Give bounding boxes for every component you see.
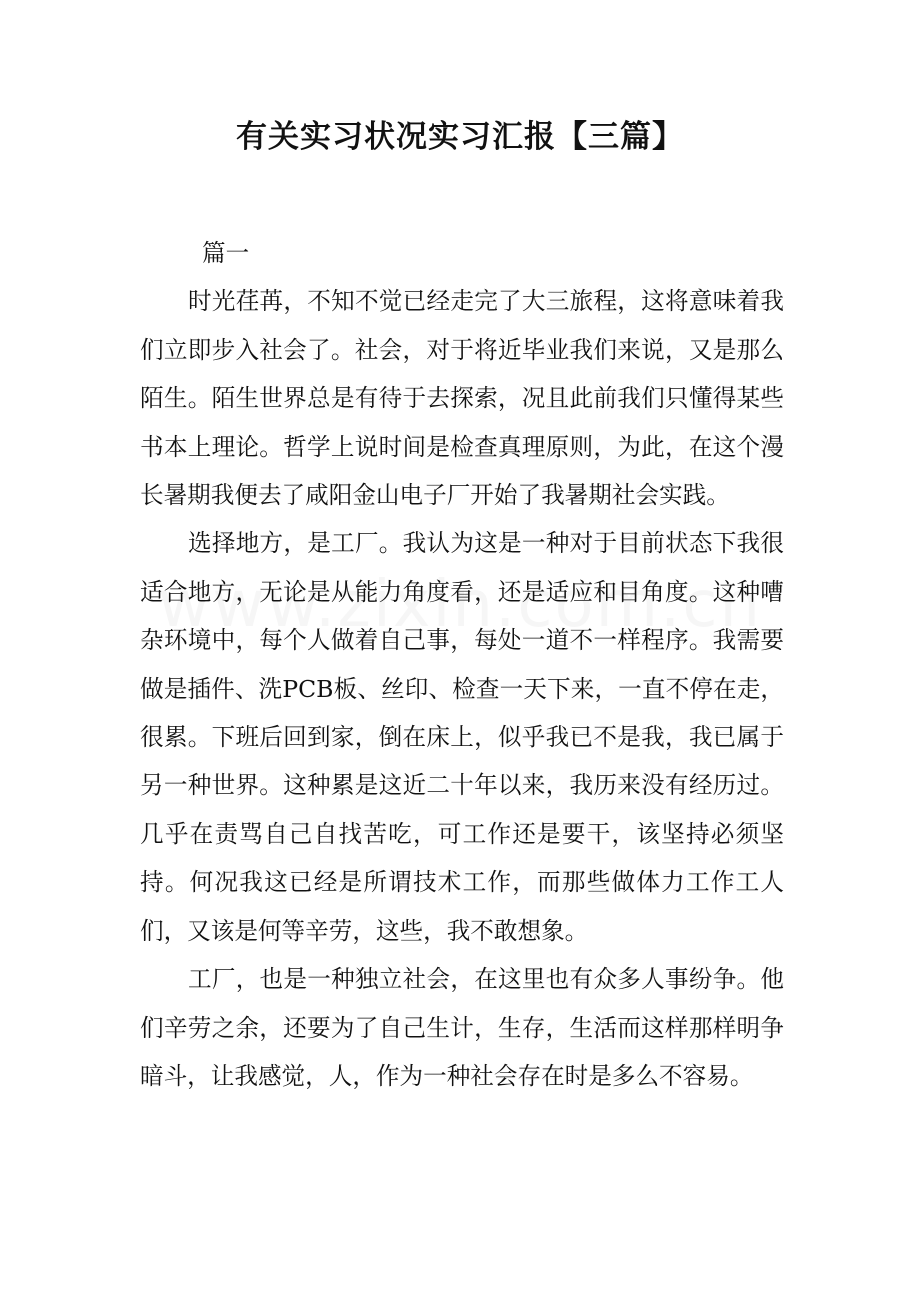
section-heading: 篇一	[202, 239, 250, 267]
paragraph-3: 工厂，也是一种独立社会，在这里也有众多人事纷争。他们辛劳之余，还要为了自己生计，生存，生活而这样那样明争暗斗，让我感觉，人，作为一种社会存在时是多么不容易。	[140, 965, 784, 1090]
document-body	[140, 229, 784, 1100]
document-title: 有关实习状况实习汇报【三篇】	[236, 119, 684, 155]
paragraph-1: 时光荏苒，不知不觉已经走完了大三旅程，这将意味着我们立即步入社会了。社会，对于将近毕业我们来说，又是那么陌生。陌生世界总是有待于去探索，况且此前我们只懂得某些书本上理论。哲学上说时间是检查真理原则，为此，在这个漫长暑期我便去了咸阳金山电子厂开始了我暑期社会实践。	[140, 287, 784, 510]
paragraph-2: 选择地方，是工厂。我认为这是一种对于目前状态下我很适合地方，无论是从能力角度看，还是适应和目角度。这种嘈杂环境中，每个人做着自己事，每处一道不一样程序。我需要做是插件、洗PCB板、丝印、检查一天下来，一直不停在走，很累。下班后回到家，倒在床上，似乎我已不是我，我已属于另一种世界。这种累是这近二十年以来，我历来没有经历过。几乎在责骂自己自找苦吃，可工作还是要干，该坚持必须坚持。何况我这已经是所谓技术工作，而那些做体力工作工人们，又该是何等辛劳，这些，我不敢想象。	[140, 529, 784, 945]
